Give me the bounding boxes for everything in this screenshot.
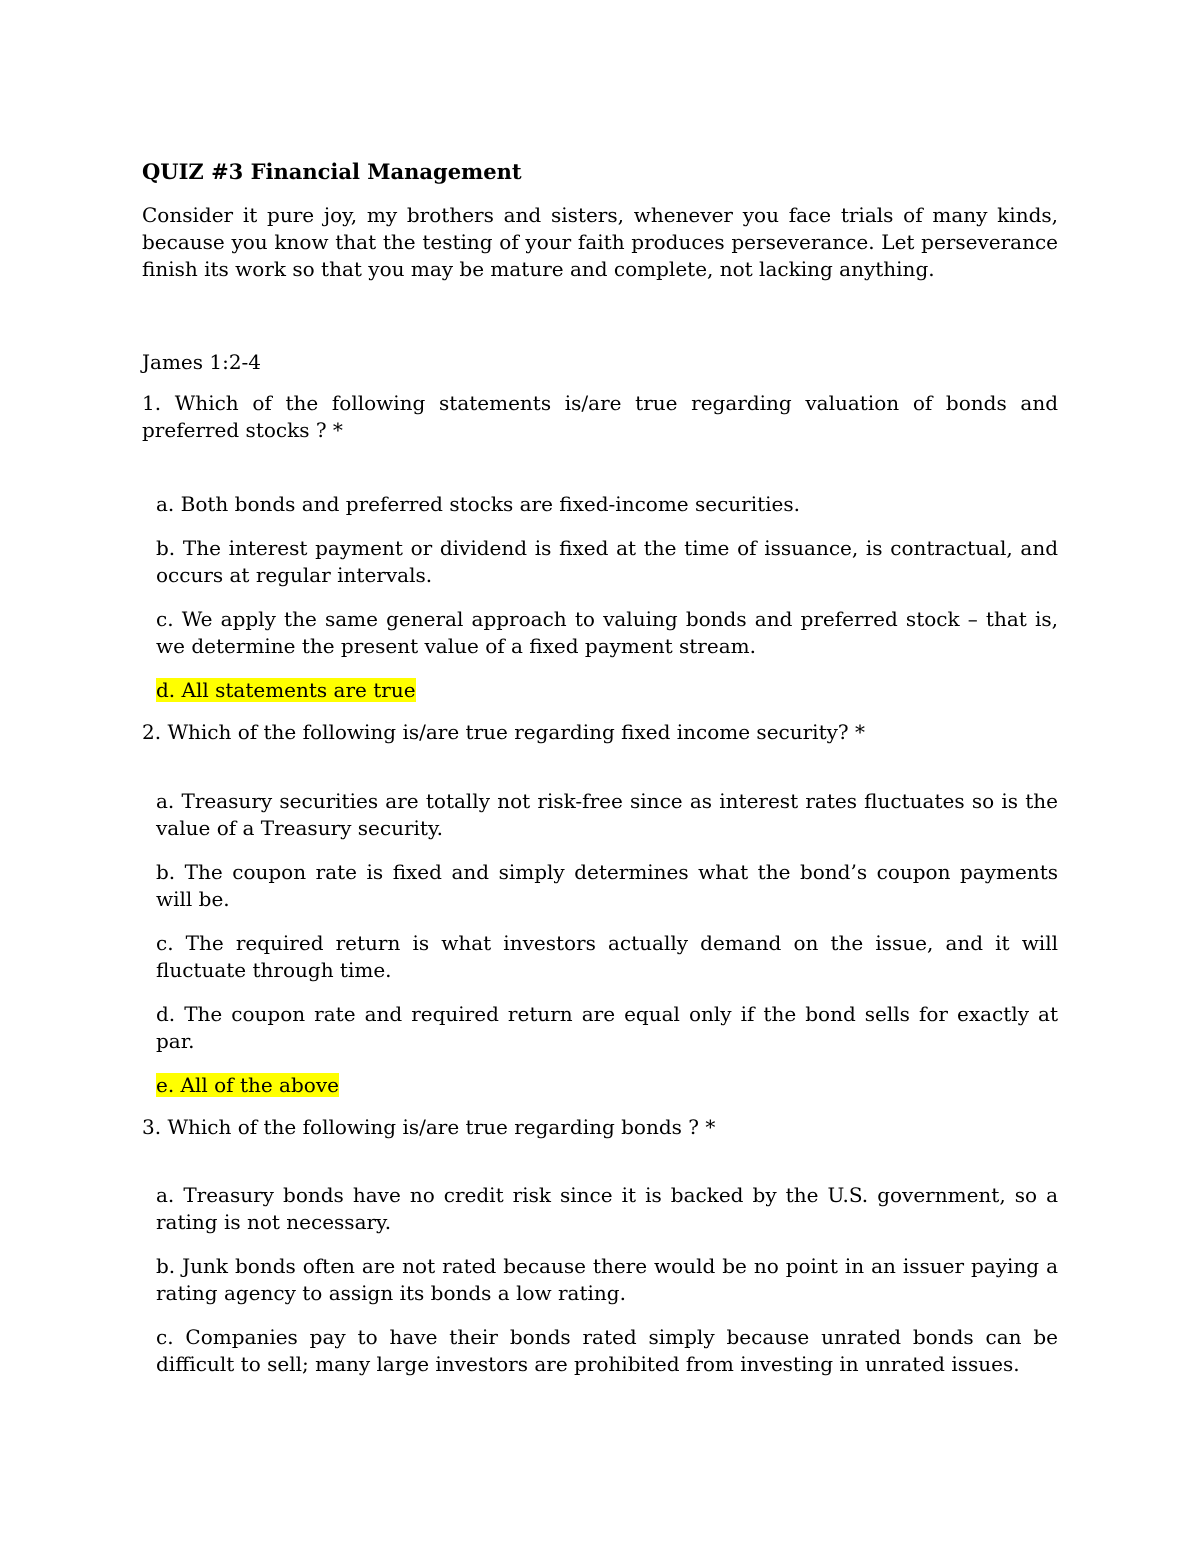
verse-reference: James 1:2-4: [142, 350, 262, 374]
answer-options: [142, 1182, 1058, 1378]
quiz-title: QUIZ #3 Financial Management: [142, 159, 522, 184]
answer-option: b. The coupon rate is fixed and simply determines what the bond’s coupon payments will be.: [156, 860, 1058, 911]
question-text: 3. Which of the following is/are true regarding bonds ? *: [142, 1115, 716, 1139]
answer-option-selected: [156, 1072, 1058, 1099]
answer-option: a. Treasury bonds have no credit risk since it is backed by the U.S. government, so a rating is not necessary.: [156, 1183, 1058, 1234]
question-text: 1. Which of the following statements is/are true regarding valuation of bonds and preferred stocks ? *: [142, 391, 1058, 442]
question-3: [142, 1114, 1058, 1378]
answer-option: b. Junk bonds often are not rated because there would be no point in an issuer paying a rating agency to assign its bonds a low rating.: [156, 1254, 1058, 1305]
answer-option: c. We apply the same general approach to valuing bonds and preferred stock – that is, we determine the present value of a fixed payment stream.: [156, 607, 1058, 658]
question-text: 2. Which of the following is/are true regarding fixed income security? *: [142, 720, 865, 744]
answer-option: c. Companies pay to have their bonds rated simply because unrated bonds can be difficult to sell; many large investors are prohibited from investing in unrated issues.: [156, 1325, 1058, 1376]
answer-options: [142, 491, 1058, 704]
answer-options: [142, 788, 1058, 1099]
question-1: [142, 390, 1058, 704]
answer-highlight: e. All of the above: [156, 1073, 339, 1097]
answer-option: a. Treasury securities are totally not risk-free since as interest rates fluctuates so is the value of a Treasury security.: [156, 789, 1058, 840]
answer-option: b. The interest payment or dividend is fixed at the time of issuance, is contractual, and occurs at regular intervals.: [156, 536, 1058, 587]
intro-verse: Consider it pure joy, my brothers and sisters, whenever you face trials of many kinds, because you know that the testing of your faith produces perseverance. Let perseverance finish its work so that you may be mature and complete, not lacking anything.: [142, 203, 1058, 281]
answer-option-selected: [156, 677, 1058, 704]
answer-highlight: d. All statements are true: [156, 678, 416, 702]
answer-option: a. Both bonds and preferred stocks are fixed-income securities.: [156, 492, 801, 516]
answer-option: c. The required return is what investors actually demand on the issue, and it will fluctuate through time.: [156, 931, 1058, 982]
question-2: [142, 719, 1058, 1099]
document-body: [142, 158, 1058, 1395]
answer-option: d. The coupon rate and required return are equal only if the bond sells for exactly at par.: [156, 1002, 1058, 1053]
